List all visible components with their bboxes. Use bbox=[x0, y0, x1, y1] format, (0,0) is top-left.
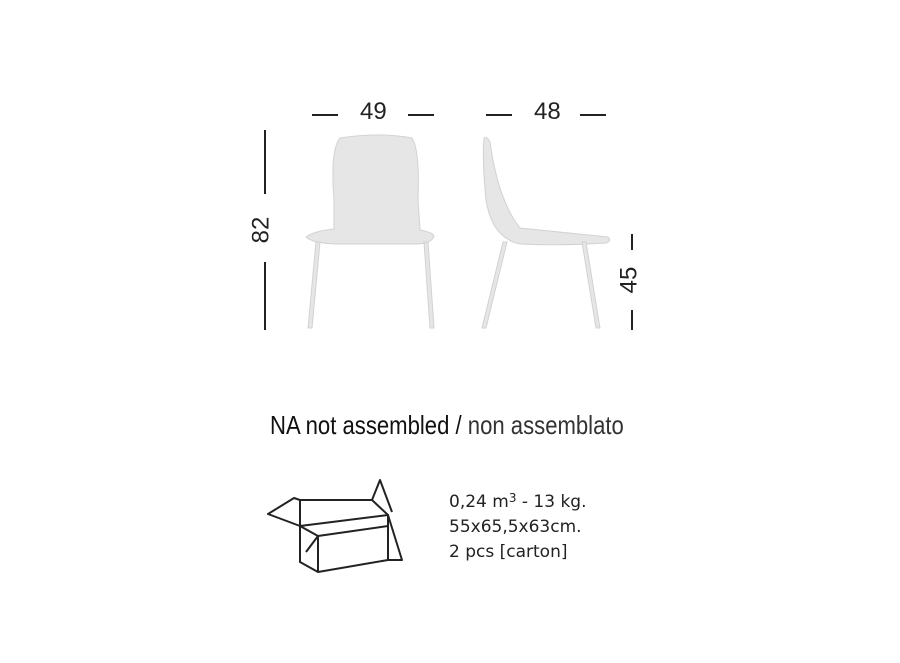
assembly-note bbox=[270, 410, 624, 441]
volume-prefix: 0,24 m bbox=[449, 492, 509, 512]
chair-side-leg-back bbox=[582, 242, 600, 328]
chair-front-view bbox=[306, 135, 434, 328]
packaging-volume-weight bbox=[449, 490, 587, 515]
packaging-box-dimensions: 55x65,5x63cm. bbox=[449, 517, 582, 537]
chair-side-view bbox=[482, 138, 610, 329]
front-width-label: 49 bbox=[360, 98, 387, 125]
chair-front-leg-left bbox=[308, 242, 320, 328]
seat-height-dim-line-top bbox=[631, 234, 633, 250]
assembly-note-it: non assemblato bbox=[461, 410, 624, 440]
seat-height-label: 45 bbox=[615, 266, 643, 294]
depth-dim-line-left bbox=[486, 114, 512, 116]
chair-front-backrest bbox=[306, 135, 434, 244]
chair-side-shell bbox=[483, 138, 609, 245]
volume-suffix: - 13 kg. bbox=[516, 492, 587, 512]
packaging-info bbox=[449, 490, 587, 565]
chair-front-leg-right bbox=[424, 242, 434, 328]
depth-dim-line-right bbox=[580, 114, 606, 116]
chair-side-leg-front bbox=[482, 242, 507, 328]
height-label: 82 bbox=[247, 216, 275, 244]
height-dim-line-bottom bbox=[264, 262, 266, 330]
width-dim-line-left bbox=[312, 114, 338, 116]
height-dim-line-top bbox=[264, 130, 266, 194]
volume-exponent: 3 bbox=[508, 491, 517, 505]
width-dim-line-right bbox=[408, 114, 434, 116]
side-depth-label: 48 bbox=[534, 98, 561, 125]
carton-box-icon bbox=[268, 480, 402, 572]
seat-height-dim-line-bottom bbox=[631, 310, 633, 330]
packaging-pieces: 2 pcs [carton] bbox=[449, 542, 568, 562]
assembly-note-en: NA not assembled / bbox=[270, 410, 462, 440]
